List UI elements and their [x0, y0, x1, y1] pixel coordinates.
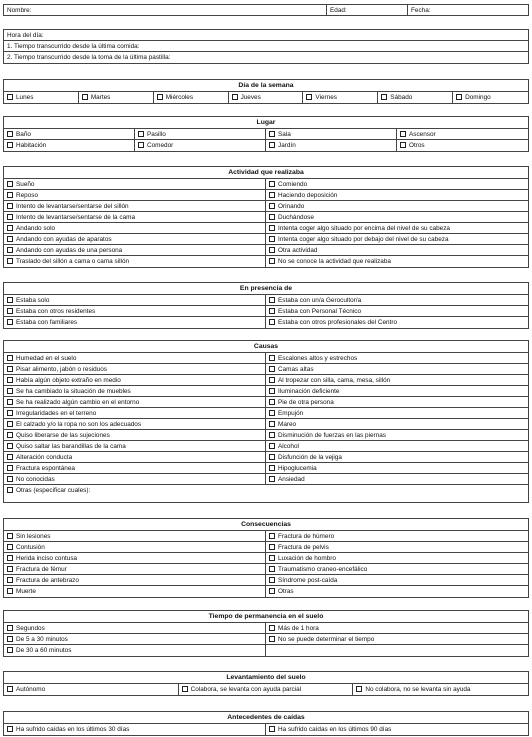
option-label: De 30 a 60 minutos [16, 647, 72, 654]
option-label: Fractura de pelvis [278, 544, 329, 551]
option-label: Autónomo [16, 686, 46, 693]
option-estaba-con-personal-tecnico[interactable] [266, 306, 528, 317]
checkbox-icon [7, 588, 13, 594]
option-label: Fractura de húmero [278, 533, 335, 540]
option-sueno[interactable] [4, 179, 266, 190]
option-label: Segundos [16, 625, 45, 632]
option-andando-con-ayudas-de-una-persona[interactable] [4, 245, 266, 256]
option-label: Habitación [16, 142, 47, 149]
option-label: Pisar alimento, jabón o residuos [16, 366, 107, 373]
dia-section [3, 79, 529, 104]
option-sabado[interactable] [378, 92, 453, 103]
checkbox-icon [7, 297, 13, 303]
option-label: Estaba con familiares [16, 319, 78, 326]
option-label: Haciendo deposición [278, 192, 338, 199]
causas-title: Causas [4, 341, 528, 353]
option-otra-actividad[interactable] [266, 245, 528, 256]
option-mareo[interactable] [266, 419, 528, 430]
checkbox-icon [7, 686, 13, 692]
checkbox-icon [7, 577, 13, 583]
option-label: Fractura espontánea [16, 465, 75, 472]
checkbox-icon [7, 432, 13, 438]
presencia-title: En presencia de [4, 283, 528, 295]
tiempo-pastilla-field[interactable]: 2. Tiempo transcurrido desde la toma de la última pastilla: [7, 54, 171, 61]
option-label: Intento de levantarse/sentarse del sillón [16, 203, 129, 210]
option-estaba-solo[interactable] [4, 295, 266, 306]
option-otras[interactable] [266, 586, 528, 597]
option-label: Reposo [16, 192, 39, 199]
checkbox-icon [269, 555, 275, 561]
option-label: Humedad en el suelo [16, 355, 77, 362]
option-quiso-liberarse-de-las-sujeciones[interactable] [4, 430, 266, 441]
option-label: Ascensor [409, 131, 436, 138]
option-label: Quiso liberarse de las sujeciones [16, 432, 110, 439]
option-label: Disfunción de la vejiga [278, 454, 342, 461]
option-label: Duchándose [278, 214, 314, 221]
checkbox-icon [157, 94, 163, 100]
option-ha-sufrido-caidas-en-los-ultimos-30-dias[interactable] [4, 724, 266, 735]
option-viernes[interactable] [303, 92, 378, 103]
option-orinando[interactable] [266, 201, 528, 212]
option-label: Iluminación deficiente [278, 388, 340, 395]
option-label: De 5 a 30 minutos [16, 636, 68, 643]
tiempo-title: Tiempo de permanencia en el suelo [4, 611, 528, 623]
checkbox-icon [269, 421, 275, 427]
option-traumatismo-craneo-encefalico[interactable] [266, 564, 528, 575]
checkbox-icon [400, 142, 406, 148]
antecedentes-grid [4, 724, 528, 735]
checkbox-icon [269, 533, 275, 539]
otras-label: Otras (especificar cuales): [16, 487, 91, 494]
option-label: Intento de levantarse/sentarse de la cama [16, 214, 136, 221]
option-habitacion[interactable] [4, 140, 135, 151]
checkbox-icon [269, 355, 275, 361]
option-label: Colabora, se levanta con ayuda parcial [190, 686, 302, 693]
option-label: Ansiedad [278, 476, 305, 483]
option-label: Quiso saltar las barandillas de la cama [16, 443, 126, 450]
option-domingo[interactable] [453, 92, 528, 103]
checkbox-icon [269, 258, 275, 264]
option-fractura-espontanea[interactable] [4, 463, 266, 474]
option-jardin[interactable] [266, 140, 397, 151]
option-comiendo[interactable] [266, 179, 528, 190]
option-label: Andando solo [16, 225, 56, 232]
checkbox-icon [269, 476, 275, 482]
empty-cell [266, 645, 528, 656]
option-label: Fractura de fémur [16, 566, 67, 573]
checkbox-icon [7, 308, 13, 314]
antecedentes-section [3, 711, 529, 736]
option-label: Disminución de fuerzas en las piernas [278, 432, 386, 439]
option-pie-de-otra-persona[interactable] [266, 397, 528, 408]
tiempo-section [3, 610, 529, 657]
option-label: Traslado del sillón a cama o cama sillón [16, 258, 130, 265]
option-luxacion-de-hombro[interactable] [266, 553, 528, 564]
checkbox-icon [7, 399, 13, 405]
option-colabora-se-levanta-con-ayuda-parcial[interactable] [179, 684, 354, 695]
option-herida-inciso-contusa[interactable] [4, 553, 266, 564]
option-label: Alcohol [278, 443, 299, 450]
option-label: No se puede determinar el tiempo [278, 636, 375, 643]
checkbox-icon [7, 319, 13, 325]
checkbox-icon [269, 388, 275, 394]
option-disfuncion-de-la-vejiga[interactable] [266, 452, 528, 463]
option-comedor[interactable] [135, 140, 266, 151]
checkbox-icon [306, 94, 312, 100]
checkbox-icon [7, 647, 13, 653]
option-bano[interactable] [4, 129, 135, 140]
consecuencias-section [3, 518, 529, 598]
nombre-field[interactable]: Nombre: [4, 5, 327, 16]
option-label: Más de 1 hora [278, 625, 319, 632]
actividad-grid [4, 179, 528, 267]
option-intento-de-levantarse-sentarse-de-la-cam[interactable] [4, 212, 266, 223]
option-label: Pasillo [147, 131, 166, 138]
option-ascensor[interactable] [397, 129, 528, 140]
levantamiento-section [3, 671, 529, 696]
option-label: Empujón [278, 410, 304, 417]
option-intenta-coger-algo-situado-por-debajo-de[interactable] [266, 234, 528, 245]
checkbox-icon [7, 454, 13, 460]
option-disminucion-de-fuerzas-en-las-piernas[interactable] [266, 430, 528, 441]
option-el-calzado-y-o-la-ropa-no-son-los-adecua[interactable] [4, 419, 266, 430]
checkbox-icon [82, 94, 88, 100]
option-fractura-de-femur[interactable] [4, 564, 266, 575]
presencia-grid [4, 295, 528, 328]
checkbox-icon [269, 225, 275, 231]
lugar-title: Lugar [4, 117, 528, 129]
option-label: Jardín [278, 142, 296, 149]
option-label: Se ha cambiado la situación de muebles [16, 388, 131, 395]
checkbox-icon [269, 636, 275, 642]
option-no-se-puede-determinar-el-tiempo[interactable] [266, 634, 528, 645]
option-label: Otras [278, 588, 294, 595]
option-estaba-con-otros-residentes[interactable] [4, 306, 266, 317]
option-sin-lesiones[interactable] [4, 531, 266, 542]
option-haciendo-deposicion[interactable] [266, 190, 528, 201]
checkbox-icon [269, 297, 275, 303]
option-label: Baño [16, 131, 31, 138]
checkbox-icon [7, 181, 13, 187]
presencia-section [3, 282, 529, 329]
option-label: Intenta coger algo situado por debajo del nivel de su cabeza [278, 236, 449, 243]
checkbox-icon [269, 247, 275, 253]
option-label: Comiendo [278, 181, 308, 188]
option-quiso-saltar-las-barandillas-de-la-cama[interactable] [4, 441, 266, 452]
checkbox-icon [7, 533, 13, 539]
option-label: Sábado [390, 94, 413, 101]
checkbox-icon [269, 566, 275, 572]
checkbox-icon [7, 410, 13, 416]
checkbox-icon [269, 192, 275, 198]
option-label: Miércoles [165, 94, 194, 101]
checkbox-icon [381, 94, 387, 100]
option-jueves[interactable] [229, 92, 304, 103]
otras-causas-field[interactable] [4, 485, 528, 496]
checkbox-icon [269, 454, 275, 460]
checkbox-icon [7, 377, 13, 383]
causas-section [3, 340, 529, 503]
checkbox-icon [269, 443, 275, 449]
option-se-ha-cambiado-la-situacion-de-muebles[interactable] [4, 386, 266, 397]
option-label: Síndrome post-caída [278, 577, 338, 584]
checkbox-icon [7, 421, 13, 427]
checkbox-icon [269, 544, 275, 550]
option-label: Pie de otra persona [278, 399, 334, 406]
option-label: Había algún objeto extraño en medio [16, 377, 121, 384]
checkbox-icon [356, 686, 362, 692]
actividad-title: Actividad que realizaba [4, 167, 528, 179]
consecuencias-title: Consecuencias [4, 519, 528, 531]
option-label: Sin lesiones [16, 533, 51, 540]
option-label: Orinando [278, 203, 305, 210]
option-escalones-altos-y-estrechos[interactable] [266, 353, 528, 364]
option-label: Camas altas [278, 366, 314, 373]
checkbox-icon [138, 131, 144, 137]
option-label: Se ha realizado algún cambio en el entorno [16, 399, 140, 406]
option-label: Luxación de hombro [278, 555, 336, 562]
checkbox-icon [7, 636, 13, 642]
checkbox-icon [269, 181, 275, 187]
checkbox-icon [269, 214, 275, 220]
timing-section [3, 29, 529, 64]
option-label: Viernes [315, 94, 337, 101]
option-label: Irregularidades en el terreno [16, 410, 97, 417]
checkbox-icon [269, 236, 275, 242]
option-humedad-en-el-suelo[interactable] [4, 353, 266, 364]
option-irregularidades-en-el-terreno[interactable] [4, 408, 266, 419]
checkbox-icon [7, 225, 13, 231]
hora-field[interactable]: Hora del día: [4, 30, 528, 41]
option-label: No se conoce la actividad que realizaba [278, 258, 391, 265]
option-habia-algun-objeto-extrano-en-medio[interactable] [4, 375, 266, 386]
checkbox-icon [7, 214, 13, 220]
option-contusion[interactable] [4, 542, 266, 553]
option-label: Estaba solo [16, 297, 50, 304]
checkbox-icon [269, 726, 275, 732]
option-label: Andando con ayudas de una persona [16, 247, 123, 254]
checkbox-icon [7, 555, 13, 561]
checkbox-icon [7, 476, 13, 482]
option-empujon[interactable] [266, 408, 528, 419]
option-label: Muerte [16, 588, 36, 595]
lugar-grid [4, 129, 528, 151]
checkbox-icon [7, 236, 13, 242]
option-label: Herida inciso contusa [16, 555, 78, 562]
option-label: No conocidas [16, 476, 55, 483]
consecuencias-grid [4, 531, 528, 597]
fecha-field[interactable]: Fecha: [411, 7, 431, 14]
option-label: Jueves [240, 94, 261, 101]
option-label: Lunes [16, 94, 34, 101]
option-pisar-alimento-jabon-o-residuos[interactable] [4, 364, 266, 375]
option-label: No colabora, no se levanta sin ayuda [365, 686, 471, 693]
option-label: El calzado y/o la ropa no son los adecuados [16, 421, 142, 428]
option-reposo[interactable] [4, 190, 266, 201]
lugar-section [3, 116, 529, 152]
option-label: Sala [278, 131, 291, 138]
checkbox-icon [7, 487, 13, 493]
option-fractura-de-pelvis[interactable] [266, 542, 528, 553]
option-label: Traumatismo craneo-encefálico [278, 566, 368, 573]
checkbox-icon [269, 588, 275, 594]
levantamiento-title: Levantamiento del suelo [4, 672, 528, 684]
tiempo-comida-field[interactable]: 1. Tiempo transcurrido desde la última comida: [4, 41, 528, 52]
option-label: Hipoglucemia [278, 465, 317, 472]
option-label: Escalones altos y estrechos [278, 355, 358, 362]
checkbox-icon [400, 131, 406, 137]
checkbox-icon [269, 142, 275, 148]
checkbox-icon [7, 192, 13, 198]
option-no-se-conoce-la-actividad-que-realizaba[interactable] [266, 256, 528, 267]
checkbox-icon [7, 388, 13, 394]
option-de-30-a-60-minutos[interactable] [4, 645, 266, 656]
option-estaba-con-otros-profesionales-del-centr[interactable] [266, 317, 528, 328]
option-alteracion-conducta[interactable] [4, 452, 266, 463]
option-pasillo[interactable] [135, 129, 266, 140]
option-no-conocidas[interactable] [4, 474, 266, 485]
checkbox-icon [7, 625, 13, 631]
checkbox-icon [7, 544, 13, 550]
checkbox-icon [232, 94, 238, 100]
option-label: Intenta coger algo situado por encima del nivel de su cabeza [278, 225, 450, 232]
checkbox-icon [138, 142, 144, 148]
checkbox-icon [269, 203, 275, 209]
option-lunes[interactable] [4, 92, 79, 103]
option-label: Otra actividad [278, 247, 318, 254]
dia-grid [4, 92, 528, 103]
option-andando-solo[interactable] [4, 223, 266, 234]
option-autonomo[interactable] [4, 684, 179, 695]
option-label: Sueño [16, 181, 35, 188]
option-label: Mareo [278, 421, 297, 428]
option-intenta-coger-algo-situado-por-encima-de[interactable] [266, 223, 528, 234]
option-martes[interactable] [79, 92, 154, 103]
option-estaba-con-familiares[interactable] [4, 317, 266, 328]
option-label: Estaba con un/a Gerocultor/a [278, 297, 362, 304]
antecedentes-title: Antecedentes de caídas [4, 712, 528, 724]
option-ha-sufrido-caidas-en-los-ultimos-90-dias[interactable] [266, 724, 528, 735]
checkbox-icon [7, 443, 13, 449]
option-al-tropezar-con-silla-cama-mesa-sillon[interactable] [266, 375, 528, 386]
checkbox-icon [182, 686, 188, 692]
checkbox-icon [7, 355, 13, 361]
actividad-section [3, 166, 529, 268]
option-no-colabora-no-se-levanta-sin-ayuda[interactable] [353, 684, 528, 695]
checkbox-icon [7, 131, 13, 137]
checkbox-icon [269, 577, 275, 583]
option-label: Al tropezar con silla, cama, mesa, sillón [278, 377, 391, 384]
tiempo-grid [4, 623, 528, 656]
checkbox-icon [269, 377, 275, 383]
option-traslado-del-sillon-a-cama-o-cama-sillon[interactable] [4, 256, 266, 267]
option-fractura-de-antebrazo[interactable] [4, 575, 266, 586]
checkbox-icon [269, 465, 275, 471]
option-iluminacion-deficiente[interactable] [266, 386, 528, 397]
option-label: Martes [90, 94, 111, 101]
checkbox-icon [269, 319, 275, 325]
option-fractura-de-humero[interactable] [266, 531, 528, 542]
option-miercoles[interactable] [154, 92, 229, 103]
header-section [3, 4, 529, 16]
checkbox-icon [269, 410, 275, 416]
option-label: Andando con ayudas de aparatos [16, 236, 112, 243]
option-label: Comedor [147, 142, 174, 149]
option-label: Domingo [465, 94, 491, 101]
checkbox-icon [456, 94, 462, 100]
checkbox-icon [7, 366, 13, 372]
checkbox-icon [269, 432, 275, 438]
option-sindrome-post-caida[interactable] [266, 575, 528, 586]
option-ansiedad[interactable] [266, 474, 528, 485]
option-otros[interactable] [397, 140, 528, 151]
checkbox-icon [269, 625, 275, 631]
option-label: Otros [409, 142, 425, 149]
option-label: Ha sufrido caídas en los últimos 90 días [278, 726, 392, 733]
option-hipoglucemia[interactable] [266, 463, 528, 474]
checkbox-icon [7, 247, 13, 253]
edad-field[interactable]: Edad: [327, 5, 408, 16]
checkbox-icon [7, 142, 13, 148]
option-label: Ha sufrido caídas en los últimos 30 días [16, 726, 130, 733]
checkbox-icon [7, 94, 13, 100]
checkbox-icon [7, 566, 13, 572]
option-label: Fractura de antebrazo [16, 577, 79, 584]
option-de-5-a-30-minutos[interactable] [4, 634, 266, 645]
option-estaba-con-un-a-gerocultor-a[interactable] [266, 295, 528, 306]
option-duchandose[interactable] [266, 212, 528, 223]
causas-grid [4, 353, 528, 485]
dia-title: Día de la semana [4, 80, 528, 92]
option-camas-altas[interactable] [266, 364, 528, 375]
option-label: Estaba con otros residentes [16, 308, 96, 315]
option-label: Estaba con otros profesionales del Centro [278, 319, 398, 326]
checkbox-icon [269, 308, 275, 314]
checkbox-icon [7, 465, 13, 471]
checkbox-icon [269, 399, 275, 405]
option-segundos[interactable] [4, 623, 266, 634]
checkbox-icon [269, 366, 275, 372]
levantamiento-grid [4, 684, 528, 695]
option-mas-de-1-hora[interactable] [266, 623, 528, 634]
option-label: Estaba con Personal Técnico [278, 308, 362, 315]
option-label: Contusión [16, 544, 45, 551]
option-se-ha-realizado-algun-cambio-en-el-entor[interactable] [4, 397, 266, 408]
checkbox-icon [7, 726, 13, 732]
option-andando-con-ayudas-de-aparatos[interactable] [4, 234, 266, 245]
option-label: Alteración conducta [16, 454, 73, 461]
option-alcohol[interactable] [266, 441, 528, 452]
checkbox-icon [7, 203, 13, 209]
checkbox-icon [269, 131, 275, 137]
option-intento-de-levantarse-sentarse-del-sillo[interactable] [4, 201, 266, 212]
option-sala[interactable] [266, 129, 397, 140]
option-muerte[interactable] [4, 586, 266, 597]
checkbox-icon [7, 258, 13, 264]
